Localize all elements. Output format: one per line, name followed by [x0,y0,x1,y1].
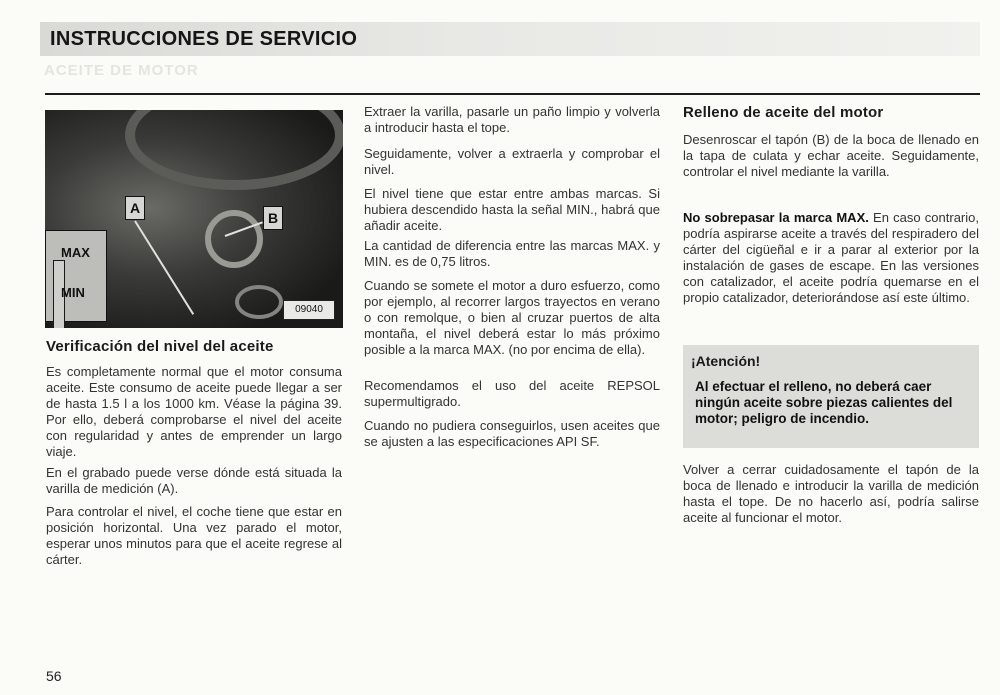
paragraph: El nivel tiene que estar entre ambas marcas. Si hubiera descendido hasta la señal MIN., habrá que añadir aceite. [364,186,660,233]
warning-title: ¡Atención! [691,353,761,369]
warning-text: Al efectuar el relleno, no deberá caer ningún aceite sobre piezas calientes del motor; peligro de incendio. [695,379,953,426]
engine-part-shape [125,110,343,190]
paragraph: Cuando se somete el motor a duro esfuerzo, como por ejemplo, al recorrer largos trayectos en verano o con remolque, o bien al cruzar puertos de alta montaña, el nivel deberá estar lo más próximo posible a la marca MAX. (no por encima de ella). [364,278,660,357]
paragraph: Para controlar el nivel, el coche tiene que estar en posición horizontal. Una vez parado el motor, esperar unos minutos para que el aceite regrese al cárter. [46,504,342,567]
page-header-title: INSTRUCCIONES DE SERVICIO [50,28,358,50]
dipstick-max-label: MAX [61,245,90,260]
paragraph: Volver a cerrar cuidadosamente el tapón de la boca de llenado e introducir la varilla de medición hasta el tope. De no hacerlo así, podría salirse aceite al funcionar el motor. [683,462,979,525]
paragraph: Es completamente normal que el motor consuma aceite. Este consumo de aceite puede llegar a ser de hasta 1.5 l a los 1000 km. Véase la página 39. Por ello, deberá comprobarse el nivel del aceite con regularidad y antes de emprender un largo viaje. [46,364,342,459]
emphasis-text: No sobrepasar la marca MAX. [683,210,869,225]
figure-code: 09040 [283,300,335,320]
paragraph-text: En caso contrario, podría aspirarse aceite a través del respiradero del cárter del cigüeñal e ir a parar al exterior por la instalación de gases de escape. En las versiones con catalizador, el aceite podría quemarse en el propio catalizador, deteriorándose así este último. [683,210,979,305]
section-heading-oil-refill: Relleno de aceite del motor [683,104,884,121]
paragraph: Cuando no pudiera conseguirlos, usen aceites que se ajusten a las especificaciones API SF. [364,418,660,449]
faded-section-subtitle: ACEITE DE MOTOR [44,62,199,79]
filler-cap-shape [205,210,263,268]
warning-box [683,345,979,448]
section-heading-oil-level: Verificación del nivel del aceite [46,338,274,355]
paragraph: Seguidamente, volver a extraerla y comprobar el nivel. [364,146,660,177]
callout-label-a: A [125,196,145,220]
paragraph: Extraer la varilla, pasarle un paño limpio y volverla a introducir hasta el tope. [364,104,660,135]
paragraph: En el grabado puede verse dónde está situada la varilla de medición (A). [46,465,342,496]
paragraph: Desenroscar el tapón (B) de la boca de llenado en la tapa de culata y echar aceite. Seguidamente, controlar el nivel mediante la varilla. [683,132,979,179]
engine-part-shape [235,285,283,319]
callout-label-b: B [263,206,283,230]
header-rule [45,93,980,95]
engine-photo [45,110,343,328]
page-number: 56 [46,668,62,684]
paragraph-max-warning [683,210,979,306]
paragraph: Recomendamos el uso del aceite REPSOL supermultigrado. [364,378,660,409]
callout-line-a [134,220,194,314]
paragraph: La cantidad de diferencia entre las marcas MAX. y MIN. es de 0,75 litros. [364,238,660,269]
dipstick-min-label: MIN [61,285,85,300]
